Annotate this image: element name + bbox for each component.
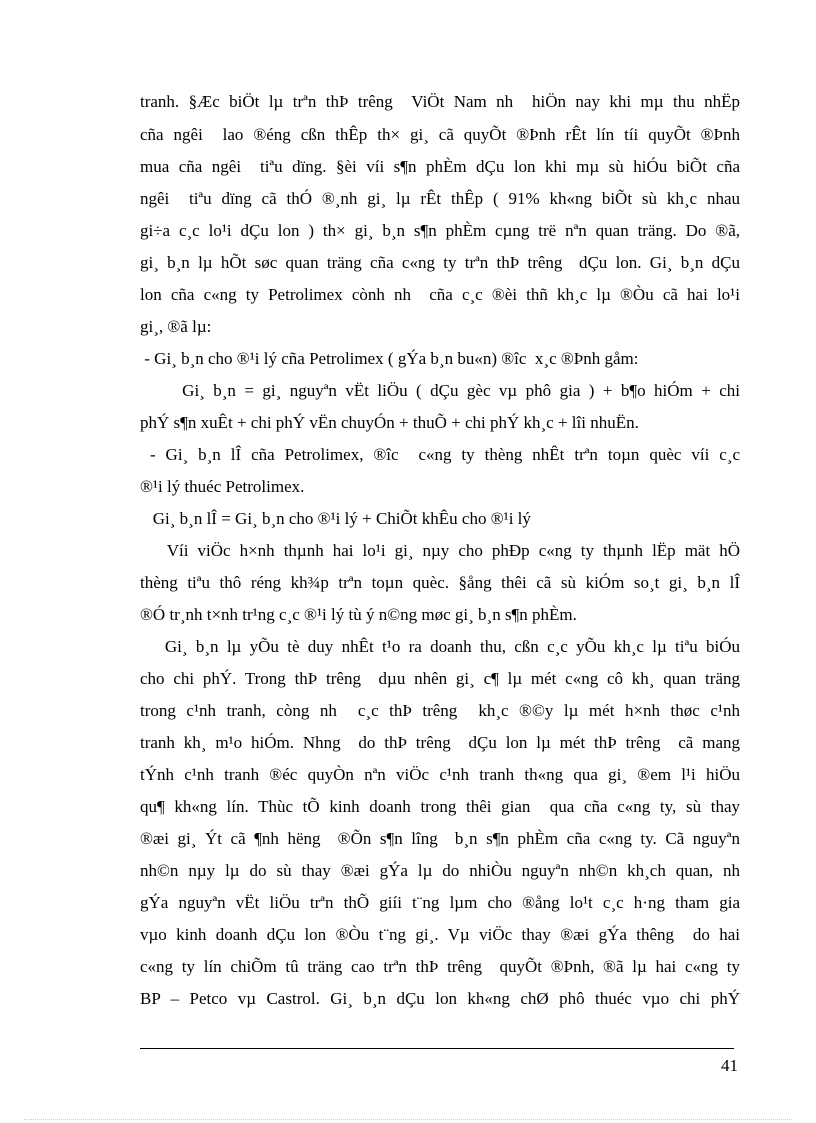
text-line: phÝ s¶n xuÊt + chi phÝ vËn chuyÓn + thuÕ + chi phÝ kh¸c + lîi nhuËn. bbox=[140, 413, 639, 432]
text-line: cña ngêi lao ®éng cßn thÊp th× gi¸ cã quyÕt ®Þnh rÊt lín tíi quyÕt ®Þnh bbox=[140, 125, 740, 144]
text-line: trong c¹nh tranh, còng nh c¸c thÞ trêng kh¸c ®©y lµ mét h×nh thøc c¹nh bbox=[140, 701, 740, 720]
text-line: thèng tiªu thô réng kh¾p trªn toµn quèc. §ång thêi cã sù kiÓm so¸t gi¸ b¸n lÎ bbox=[140, 573, 740, 592]
text-line: mua cña ngêi tiªu dïng. §èi víi s¶n phÈm dÇu lon khi mµ sù hiÓu biÕt cña bbox=[140, 157, 740, 176]
text-line: cho chi phÝ. Trong thÞ trêng dµu nhên gi¸ c¶ lµ mét c«ng cô kh¸ quan träng bbox=[140, 669, 740, 688]
text-line: gi¸ b¸n lµ hÕt søc quan träng cña c«ng ty trªn thÞ trêng dÇu lon. Gi¸ b¸n dÇu bbox=[140, 253, 740, 272]
text-line: BP – Petco vµ Castrol. Gi¸ b¸n dÇu lon kh«ng chØ phô thuéc vµo chi phÝ bbox=[140, 989, 740, 1008]
text-line: ngêi tiªu dïng cã thÓ ®¸nh gi¸ lµ rÊt thÊp ( 91% kh«ng biÕt sù kh¸c nhau bbox=[140, 189, 740, 208]
text-line: qu¶ kh«ng lín. Thùc tÕ kinh doanh trong thêi gian qua cña c«ng ty, sù thay bbox=[140, 797, 740, 816]
text-line: tÝnh c¹nh tranh ®éc quyÒn nªn viÖc c¹nh tranh th«ng qua gi¸ ®em l¹i hiÖu bbox=[140, 765, 740, 784]
text-line: Gi¸ b¸n = gi¸ nguyªn vËt liÖu ( dÇu gèc vµ phô gia ) + b¶o hiÓm + chi bbox=[140, 381, 740, 400]
text-line: tranh kh¸ m¹o hiÓm. Nhng do thÞ trêng dÇu lon lµ mét thÞ trêng cã mang bbox=[140, 733, 740, 752]
text-line: - Gi¸ b¸n cho ®¹i lý cña Petrolimex ( gÝa b¸n bu«n) ®îc x¸c ®Þnh gåm: bbox=[140, 349, 639, 368]
text-line: ®æi gi¸ Ýt cã ¶nh hëng ®Õn s¶n lîng b¸n s¶n phÈm cña c«ng ty. Cã nguyªn bbox=[140, 829, 740, 848]
page-number: 41 bbox=[721, 1056, 738, 1075]
text-line: c«ng ty lín chiÕm tû träng cao trªn thÞ trêng quyÕt ®Þnh, ®ã lµ hai c«ng ty bbox=[140, 957, 740, 976]
text-line: lon cña c«ng ty Petrolimex cònh nh cña c¸c ®èi thñ kh¸c lµ ®Òu cã hai lo¹i bbox=[140, 285, 740, 304]
text-line: gÝa nguyªn vËt liÖu trªn thÕ giíi t¨ng lµm cho ®ång lo¹t c¸c h·ng tham gia bbox=[140, 893, 740, 912]
page-bottom-border bbox=[24, 1119, 792, 1120]
text-line: tranh. §Æc biÖt lµ trªn thÞ trêng ViÖt Nam nh hiÖn nay khi mµ thu nhËp bbox=[140, 92, 740, 111]
text-line: ®¹i lý thuéc Petrolimex. bbox=[140, 477, 305, 496]
text-line: nh©n nµy lµ do sù thay ®æi gÝa lµ do nhiÒu nguyªn nh©n kh¸ch quan, nh bbox=[140, 861, 740, 880]
text-line: ®Ó tr¸nh t×nh tr¹ng c¸c ®¹i lý tù ý n©ng møc gi¸ b¸n s¶n phÈm. bbox=[140, 605, 577, 624]
text-line: gi¸, ®ã lµ: bbox=[140, 317, 212, 336]
footer-rule bbox=[140, 1048, 734, 1049]
text-line: Gi¸ b¸n lµ yÕu tè duy nhÊt t¹o ra doanh thu, cßn c¸c yÕu kh¸c lµ tiªu biÓu bbox=[140, 637, 740, 656]
text-line: Gi¸ b¸n lÎ = Gi¸ b¸n cho ®¹i lý + ChiÕt khÊu cho ®¹i lý bbox=[140, 509, 531, 528]
text-line: - Gi¸ b¸n lÎ cña Petrolimex, ®îc c«ng ty thèng nhÊt trªn toµn quèc víi c¸c bbox=[140, 445, 740, 464]
text-line: vµo kinh doanh dÇu lon ®Òu t¨ng gi¸. Vµ viÖc thay ®æi gÝa thêng do hai bbox=[140, 925, 740, 944]
text-line: Víi viÖc h×nh thµnh hai lo¹i gi¸ nµy cho phÐp c«ng ty thµnh lËp mät hÖ bbox=[140, 541, 740, 560]
text-line: gi÷a c¸c lo¹i dÇu lon ) th× gi¸ b¸n s¶n phÈm cµng trë nªn quan träng. Do ®ã, bbox=[140, 221, 740, 240]
